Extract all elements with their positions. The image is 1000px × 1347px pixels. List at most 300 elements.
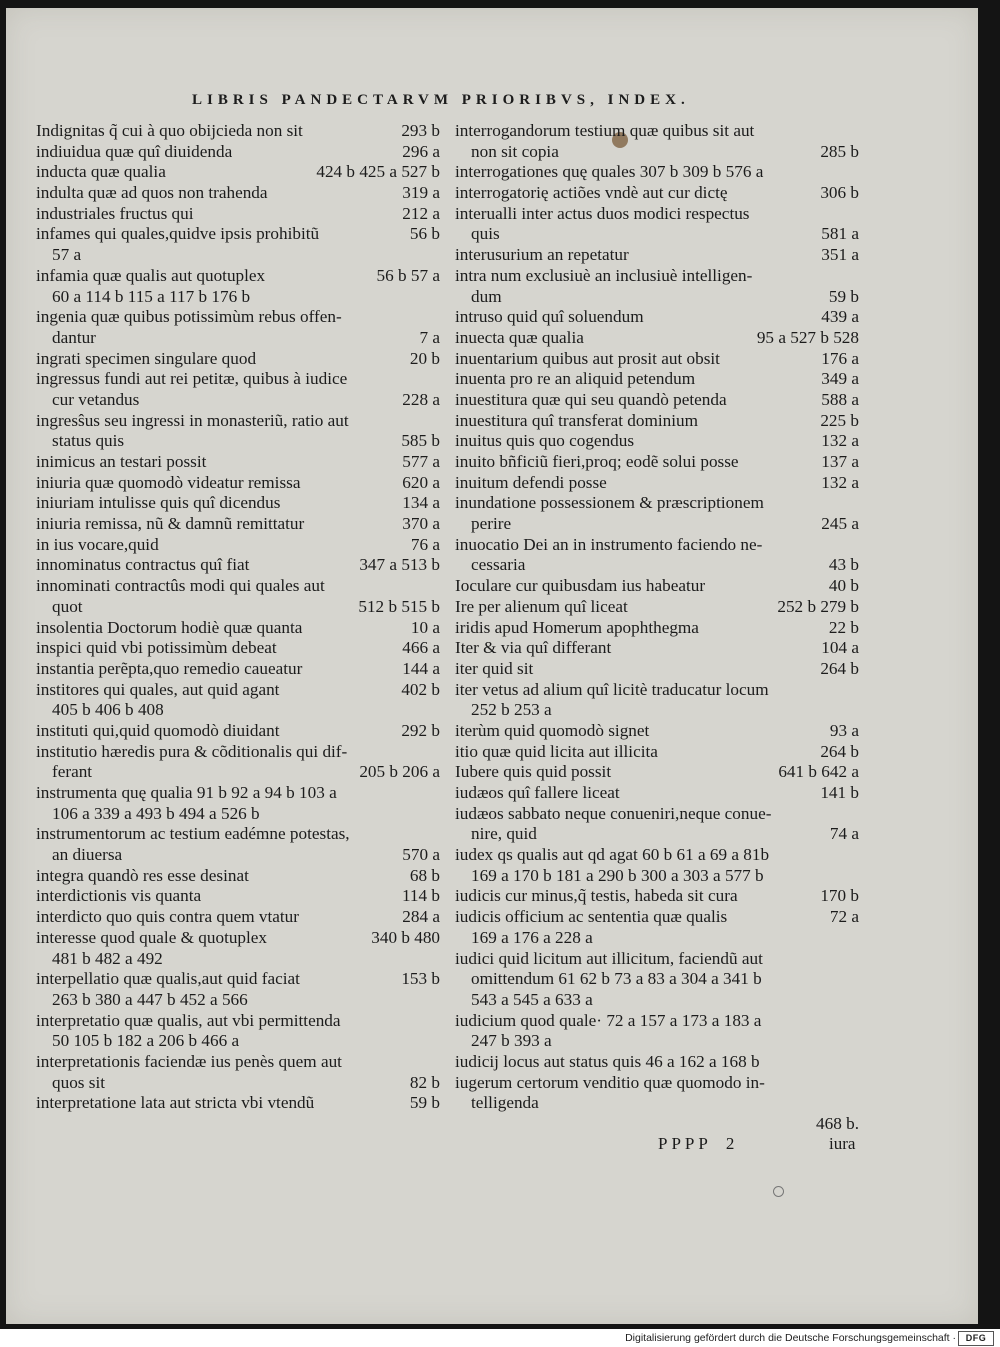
page-reference: 293 b: [401, 121, 440, 140]
page-reference: 284 a: [402, 907, 440, 927]
index-entry-line: [36, 762, 440, 783]
index-entry: [36, 659, 440, 680]
page-reference: 74 a: [829, 824, 859, 844]
entry-text: perire: [471, 514, 512, 534]
entry-text: iudicium quod quale· 72 a 157 a 173 a 183 a: [455, 1010, 762, 1030]
entry-text: an diuersa: [52, 845, 123, 865]
index-entry: [36, 866, 440, 887]
index-column-right: [455, 121, 859, 1135]
entry-text: itio quæ quid licita aut illicita: [455, 741, 658, 761]
entry-text: insolentia Doctorum hodiè quæ quanta: [36, 617, 303, 637]
entry-text: interpretatio quæ qualis, aut vbi permittenda: [36, 1010, 341, 1030]
entry-text: inuitus quis quo cogendus: [455, 431, 635, 451]
entry-text: infames qui quales,quidve ipsis prohibitũ: [36, 224, 320, 244]
entry-text: Indignitas q̃ cui à quo obijcieda non sit: [36, 121, 303, 140]
page-reference: 134 a: [402, 493, 440, 513]
page-reference: 402 b: [401, 679, 440, 699]
index-entry-line: [36, 1073, 440, 1094]
entry-text: cur vetandus: [52, 389, 140, 409]
index-entry: [455, 266, 859, 307]
page-reference: 264 b: [820, 658, 859, 678]
index-entry-line: [36, 307, 440, 328]
page-reference: 306 b: [820, 183, 859, 203]
index-entry-line: [36, 142, 440, 163]
index-entry-line: [455, 555, 859, 576]
index-entry-line: [455, 804, 859, 825]
index-entry-line: [36, 452, 440, 473]
index-entry: [36, 514, 440, 535]
index-entry-line: [455, 162, 859, 183]
index-entry-line: [455, 452, 859, 473]
index-entry-line: [36, 680, 440, 701]
entry-text: interdicto quo quis contra quem vtatur: [36, 907, 299, 927]
index-entry-line: [36, 328, 440, 349]
index-entry-line: [455, 783, 859, 804]
page-reference: 114 b: [401, 886, 440, 906]
index-entry: [36, 473, 440, 494]
page-reference: 76 a: [410, 534, 440, 554]
page-reference: 439 a: [821, 307, 859, 327]
index-entry: [455, 597, 859, 618]
index-entry: [36, 969, 440, 1010]
entry-text: intra num exclusiuè an inclusiuè intelligen-: [455, 265, 753, 285]
index-entry: [455, 390, 859, 411]
index-entry-line: [36, 390, 440, 411]
index-entry-line: [36, 204, 440, 225]
entry-text: institores qui quales, aut quid agant: [36, 679, 280, 699]
index-entry-line: [36, 700, 440, 721]
index-entry: [455, 431, 859, 452]
page-reference: 132 a: [821, 431, 859, 451]
index-entry-line: [455, 1093, 859, 1114]
index-entry: [36, 349, 440, 370]
entry-text: iter vetus ad alium quî licitè traducatur locum: [455, 679, 769, 699]
index-entry-line: [36, 473, 440, 494]
index-entry: [455, 721, 859, 742]
index-entry: [455, 183, 859, 204]
entry-text: iudici quid licitum aut illicitum, faciendũ aut: [455, 948, 763, 968]
entry-text: interpellatio quæ qualis,aut quid faciat: [36, 969, 300, 989]
index-entry: [455, 762, 859, 783]
index-entry-line: [455, 183, 859, 204]
index-entry-line: [36, 804, 440, 825]
index-entry-line: [455, 824, 859, 845]
page-reference: 72 a: [829, 907, 859, 927]
index-entry: [36, 1052, 440, 1093]
entry-text: interrogationes quę quales 307 b 309 b 576 a: [455, 162, 764, 182]
page-reference: 228 a: [402, 389, 440, 409]
page-reference: 581 a: [821, 224, 859, 244]
index-entry-line: [455, 762, 859, 783]
index-entry-line: [36, 886, 440, 907]
entry-text: iridis apud Homerum apophthegma: [455, 617, 699, 637]
index-entry: [455, 680, 859, 721]
index-entry-line: [36, 845, 440, 866]
entry-text: inuito bñficiũ fieri,proq; eodẽ solui posse: [455, 452, 739, 471]
entry-text: in ius vocare,quid: [36, 534, 159, 554]
entry-text: inimicus an testari possit: [36, 452, 207, 471]
page-reference: 56 b 57 a: [376, 265, 440, 285]
entry-text: ingenia quæ quibus potissimùm rebus offen-: [36, 307, 342, 327]
entry-text: iterùm quid quomodò signet: [455, 720, 650, 740]
page-reference: 68 b: [409, 865, 440, 885]
page-reference: 264 b: [820, 741, 859, 761]
dfg-logo: DFG: [958, 1331, 994, 1346]
index-entry: [455, 886, 859, 907]
page-reference: 468 b.: [816, 1114, 859, 1133]
page-reference: 82 b: [409, 1072, 440, 1092]
entry-text: 252 b 253 a: [471, 700, 552, 720]
index-entry-line: [36, 742, 440, 763]
page-reference: 296 a: [402, 141, 440, 161]
entry-text: inuecta quæ qualia: [455, 327, 584, 347]
index-entry-line: [36, 431, 440, 452]
index-entry: [36, 224, 440, 265]
index-entry-line: [36, 969, 440, 990]
entry-text: 169 a 170 b 181 a 290 b 300 a 303 a 577 b: [471, 865, 764, 885]
page-reference: 212 a: [402, 203, 440, 223]
index-entry: [36, 535, 440, 556]
page-reference: 59 b: [409, 1093, 440, 1113]
entry-text: interdictionis vis quanta: [36, 886, 202, 906]
index-entry-line: [36, 618, 440, 639]
index-entry-line: [36, 721, 440, 742]
index-entry-line: [36, 824, 440, 845]
entry-text: Iubere quis quid possit: [455, 762, 612, 782]
index-entry: [36, 555, 440, 576]
index-entry: [455, 493, 859, 534]
entry-text: 247 b 393 a: [471, 1031, 552, 1051]
entry-text: 263 b 380 a 447 b 452 a 566: [52, 989, 248, 1009]
entry-text: inuestitura quæ qui seu quandò petenda: [455, 389, 727, 409]
index-entry: [36, 204, 440, 225]
index-entry: [36, 452, 440, 473]
entry-text: interrogandorum testium quæ quibus sit aut: [455, 121, 755, 140]
entry-text: iudæos sabbato neque conueniri,neque conue-: [455, 803, 772, 823]
entry-text: infamia quæ qualis aut quotuplex: [36, 265, 266, 285]
page-reference: 285 b: [820, 141, 859, 161]
index-entry: [455, 618, 859, 639]
page-reference: 588 a: [821, 389, 859, 409]
page-reference: 22 b: [828, 617, 859, 637]
entry-text: inuentarium quibus aut prosit aut obsit: [455, 348, 720, 368]
entry-text: iudicis officium ac sententia quæ qualis: [455, 907, 728, 927]
page-reference: 641 b 642 a: [778, 762, 859, 782]
index-entry-line: [455, 349, 859, 370]
index-entry-line: [455, 597, 859, 618]
page-reference: 319 a: [402, 183, 440, 203]
index-entry-line: [455, 1114, 859, 1135]
entry-text: inspici quid vbi potissimùm debeat: [36, 638, 277, 658]
index-entry: [36, 742, 440, 783]
index-entry-line: [455, 721, 859, 742]
index-entry-line: [455, 907, 859, 928]
index-entry-line: [455, 990, 859, 1011]
index-entry-line: [36, 369, 440, 390]
entry-text: quos sit: [52, 1072, 106, 1092]
index-entry-line: [455, 411, 859, 432]
entry-text: 106 a 339 a 493 b 494 a 526 b: [52, 803, 260, 823]
entry-text: interusurium an repetatur: [455, 245, 629, 265]
index-entry-line: [455, 287, 859, 308]
entry-text: iudicij locus aut status quis 46 a 162 a 168 b: [455, 1051, 760, 1071]
entry-text: quis: [471, 224, 500, 244]
entry-text: inundatione possessionem & præscriptionem: [455, 493, 764, 513]
page-reference: 245 a: [821, 514, 859, 534]
index-entry-line: [36, 783, 440, 804]
index-entry: [36, 824, 440, 865]
entry-text: interpretatione lata aut stricta vbi vtendũ: [36, 1093, 315, 1113]
page-reference: 349 a: [821, 369, 859, 389]
page-reference: 424 b 425 a 527 b: [316, 162, 440, 182]
index-entry: [455, 328, 859, 349]
index-entry-line: [36, 349, 440, 370]
entry-text: iniuriam intulisse quis quî dicendus: [36, 493, 281, 513]
index-entry-line: [36, 1031, 440, 1052]
index-entry: [455, 307, 859, 328]
page-reference: 176 a: [821, 348, 859, 368]
index-entry: [36, 266, 440, 307]
page-reference: 351 a: [821, 245, 859, 265]
index-entry-line: [455, 204, 859, 225]
index-entry-line: [455, 473, 859, 494]
index-entry-line: [36, 866, 440, 887]
index-entry-line: [455, 742, 859, 763]
index-entry-line: [455, 245, 859, 266]
index-entry-line: [455, 369, 859, 390]
entry-text: inducta quæ qualia: [36, 162, 166, 182]
page-reference: 104 a: [821, 638, 859, 658]
index-entry: [36, 638, 440, 659]
entry-text: 50 105 b 182 a 206 b 466 a: [52, 1031, 240, 1051]
page-mark: [773, 1186, 784, 1197]
entry-text: iniuria quæ quomodò videatur remissa: [36, 472, 301, 492]
index-entry: [36, 680, 440, 721]
index-entry: [455, 783, 859, 804]
entry-text: innominati contractûs modi qui quales aut: [36, 576, 325, 596]
entry-text: 57 a: [52, 245, 82, 265]
index-entry-line: [36, 928, 440, 949]
catchword: iura: [829, 1134, 856, 1153]
index-entry: [36, 142, 440, 163]
entry-text: quot: [52, 596, 83, 616]
entry-text: Ire per alienum quî liceat: [455, 596, 628, 616]
page-reference: 20 b: [409, 348, 440, 368]
index-entry: [36, 618, 440, 639]
index-entry-line: [36, 245, 440, 266]
entry-text: indulta quæ ad quos non trahenda: [36, 183, 268, 203]
page-reference: 137 a: [821, 452, 859, 471]
entry-text: interualli inter actus duos modici respectus: [455, 203, 750, 223]
page-reference: 93 a: [829, 720, 859, 740]
book-page: [6, 8, 978, 1324]
entry-text: ingresŝus seu ingressi in monasteriũ, ratio aut: [36, 410, 349, 430]
entry-text: indiuidua quæ quî diuidenda: [36, 141, 233, 161]
entry-text: inuocatio Dei an in instrumento faciendo ne-: [455, 534, 763, 554]
entry-text: Ioculare cur quibusdam ius habeatur: [455, 576, 706, 596]
index-entry-line: [455, 307, 859, 328]
index-entry-line: [36, 597, 440, 618]
entry-text: innominatus contractus quî fiat: [36, 555, 250, 575]
index-entry: [455, 452, 859, 473]
entry-text: iugerum certorum venditio quæ quomodo in-: [455, 1072, 765, 1092]
index-entry: [455, 411, 859, 432]
signature-letters: PPPP: [658, 1134, 712, 1153]
index-entry: [455, 949, 859, 1011]
running-header: LIBRIS PANDECTARVM PRIORIBVS, INDEX.: [192, 92, 690, 108]
index-entry-line: [455, 638, 859, 659]
entry-text: inuestitura quî transferat dominium: [455, 410, 698, 430]
page-reference: 340 b 480: [371, 927, 440, 947]
index-entry: [36, 721, 440, 742]
entry-text: instrumenta quę qualia 91 b 92 a 94 b 103 a: [36, 783, 337, 802]
entry-text: dantur: [52, 327, 96, 347]
page-reference: 43 b: [828, 555, 859, 575]
index-entry-line: [455, 431, 859, 452]
page-reference: 620 a: [402, 472, 440, 492]
index-entry: [455, 907, 859, 948]
index-entry-line: [36, 990, 440, 1011]
entry-text: intruso quid quî soluendum: [455, 307, 644, 327]
index-entry: [36, 411, 440, 452]
page-reference: 205 b 206 a: [359, 762, 440, 782]
index-entry: [36, 907, 440, 928]
index-entry-line: [36, 949, 440, 970]
entry-text: iniuria remissa, nũ & damnũ remittatur: [36, 514, 305, 534]
signature-number: 2: [725, 1134, 735, 1153]
page-reference: 225 b: [820, 410, 859, 430]
index-entry-line: [455, 328, 859, 349]
entry-text: integra quandò res esse desinat: [36, 865, 249, 885]
index-entry: [455, 535, 859, 576]
index-entry-line: [36, 535, 440, 556]
index-entry: [36, 928, 440, 969]
index-entry-line: [455, 1011, 859, 1032]
index-entry: [455, 659, 859, 680]
index-entry-line: [455, 121, 859, 142]
entry-text: omittendum 61 62 b 73 a 83 a 304 a 341 b: [471, 969, 762, 989]
index-entry: [455, 845, 859, 886]
index-entry: [455, 804, 859, 845]
page-reference: 56 b: [409, 224, 440, 244]
entry-text: iudicis cur minus,q̃ testis, habeda sit cura: [455, 886, 738, 906]
index-entry-line: [455, 266, 859, 287]
page-reference: 570 a: [402, 845, 440, 865]
page-reference: 170 b: [820, 886, 859, 906]
index-entry-line: [36, 493, 440, 514]
page-reference: 252 b 279 b: [777, 596, 859, 616]
index-entry-line: [455, 969, 859, 990]
index-entry: [36, 307, 440, 348]
entry-text: 60 a 114 b 115 a 117 b 176 b: [52, 286, 251, 306]
index-entry-line: [36, 555, 440, 576]
index-entry: [455, 121, 859, 162]
page-reference: 95 a 527 b 528: [756, 327, 859, 347]
index-entry-line: [455, 1052, 859, 1073]
index-entry-line: [36, 224, 440, 245]
entry-text: institutio hæredis pura & cõditionalis qui dif-: [36, 741, 348, 761]
index-entry: [455, 162, 859, 183]
index-entry-line: [36, 121, 440, 142]
index-entry-line: [36, 287, 440, 308]
index-entry-line: [36, 907, 440, 928]
index-entry: [36, 886, 440, 907]
index-entry: [36, 162, 440, 183]
index-entry-line: [36, 576, 440, 597]
entry-text: instrumentorum ac testium eadémne potestas,: [36, 824, 350, 844]
entry-text: ingressus fundi aut rei petitæ, quibus à iudice: [36, 369, 348, 389]
digitization-credit-bar: [0, 1329, 1000, 1347]
entry-text: non sit copia: [471, 141, 559, 161]
index-entry: [36, 783, 440, 824]
entry-text: iudæos quî fallere liceat: [455, 783, 620, 802]
index-entry: [36, 369, 440, 410]
index-entry-line: [36, 411, 440, 432]
index-entry-line: [455, 700, 859, 721]
entry-text: instantia perẽpta,quo remedio caueatur: [36, 658, 303, 678]
page-reference: 40 b: [828, 576, 859, 596]
index-entry: [36, 121, 440, 142]
index-entry-line: [455, 390, 859, 411]
entry-text: Iter & via quî differant: [455, 638, 612, 658]
entry-text: ingrati specimen singulare quod: [36, 348, 257, 368]
entry-text: telligenda: [471, 1093, 539, 1113]
index-entry-line: [455, 1073, 859, 1094]
index-entry-line: [455, 680, 859, 701]
entry-text: industriales fructus qui: [36, 203, 194, 223]
index-entry-line: [36, 638, 440, 659]
index-entry-line: [36, 162, 440, 183]
index-entry: [455, 473, 859, 494]
entry-text: 481 b 482 a 492: [52, 948, 163, 968]
signature-mark: [658, 1134, 734, 1154]
index-entry-line: [455, 224, 859, 245]
index-entry-line: [455, 659, 859, 680]
index-entry: [455, 204, 859, 245]
index-entry: [455, 742, 859, 763]
entry-text: iudex qs qualis aut qd agat 60 b 61 a 69 a 81b: [455, 845, 770, 865]
page-reference: 10 a: [410, 617, 440, 637]
entry-text: interpretationis faciendæ ius penès quem aut: [36, 1051, 342, 1071]
index-entry-line: [455, 493, 859, 514]
page-reference: 7 a: [419, 327, 440, 347]
index-entry-line: [455, 1031, 859, 1052]
index-entry: [36, 493, 440, 514]
page-reference: 292 b: [401, 720, 440, 740]
credit-text: Digitalisierung gefördert durch die Deutsche Forschungsgemeinschaft ·: [625, 1332, 956, 1344]
page-reference: 59 b: [828, 286, 859, 306]
index-entry-line: [36, 183, 440, 204]
index-entry-line: [36, 514, 440, 535]
entry-text: inuitum defendi posse: [455, 472, 607, 492]
index-entry-line: [455, 142, 859, 163]
index-entry-line: [455, 886, 859, 907]
index-entry: [36, 1093, 440, 1114]
index-entry-line: [36, 266, 440, 287]
page-reference: 512 b 515 b: [358, 596, 440, 616]
index-entry-line: [455, 866, 859, 887]
entry-text: 543 a 545 a 633 a: [471, 989, 593, 1009]
index-entry-line: [36, 1052, 440, 1073]
index-entry-line: [455, 928, 859, 949]
entry-text: interrogatorię actiões vndè aut cur dictę: [455, 183, 728, 203]
index-entry-line: [36, 1011, 440, 1032]
page-reference: 132 a: [821, 472, 859, 492]
entry-text: nire, quid: [471, 824, 537, 844]
page-reference: 141 b: [820, 783, 859, 802]
index-entry-line: [36, 659, 440, 680]
page-reference: 585 b: [401, 431, 440, 451]
